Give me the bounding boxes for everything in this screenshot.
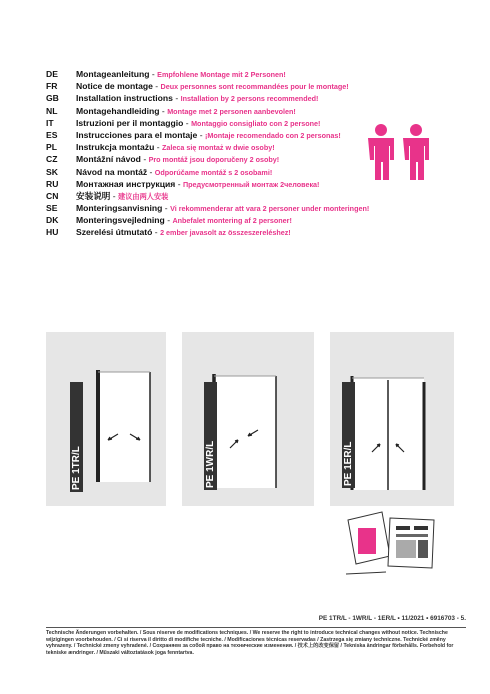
language-row: [46, 178, 416, 190]
two-person-note: Pro montáž jsou doporučeny 2 osoby!: [148, 155, 280, 165]
language-code: ES: [46, 129, 58, 140]
language-row: [46, 190, 416, 202]
instruction-sheet-thumbnail: [344, 510, 438, 580]
language-row: [46, 214, 416, 226]
model-label-2: PE 1WR/L: [205, 440, 216, 488]
model-label-3: PE 1ER/L: [343, 441, 354, 486]
manual-title: Installation instructions: [76, 93, 173, 104]
two-person-note: Odporúčame montáž s 2 osobami!: [154, 167, 273, 177]
two-person-note: Installation by 2 persons recommended!: [180, 94, 319, 104]
separator: -: [152, 81, 161, 92]
language-code: CN: [46, 190, 59, 201]
separator: -: [152, 227, 161, 238]
two-person-note: Montaggio consigliato con 2 persone!: [191, 118, 321, 128]
separator: -: [183, 117, 192, 128]
language-code: NL: [46, 105, 58, 116]
manual-title: Monteringsvejledning: [76, 215, 165, 226]
language-row: [46, 202, 416, 214]
model-panel-2: [182, 332, 314, 506]
divider: [46, 627, 466, 628]
language-code: DK: [46, 215, 59, 226]
manual-title: Návod na montáž: [76, 166, 148, 177]
language-row: [46, 92, 416, 104]
language-row: [46, 105, 416, 117]
two-person-note: Deux personnes sont recommandées pour le montage!: [160, 82, 349, 92]
separator: -: [110, 190, 119, 201]
two-person-note: Предусмотренный монтаж 2человека!: [182, 179, 320, 189]
language-code: SE: [46, 203, 58, 214]
language-code: IT: [46, 117, 54, 128]
language-code: DE: [46, 69, 58, 79]
model-panel-3: [330, 332, 454, 506]
language-code: RU: [46, 178, 59, 189]
manual-title: Istruzioni per il montaggio: [76, 117, 184, 128]
two-person-note: Zaleca się montaż w dwie osoby!: [161, 143, 275, 153]
manual-title: Montagehandleiding: [76, 105, 160, 116]
manual-title: Szerelési útmutató: [76, 227, 153, 238]
language-row: [46, 68, 416, 80]
two-person-note: Anbefalet montering af 2 personer!: [172, 216, 292, 226]
shower-door-diagram-2: [182, 332, 314, 506]
manual-title: Монтажная инструкция: [76, 178, 176, 189]
separator: -: [164, 215, 173, 226]
separator: -: [154, 142, 162, 153]
manual-title: 安装说明: [76, 190, 111, 201]
language-row: [46, 141, 416, 153]
separator: -: [159, 105, 168, 116]
two-person-note: Vi rekommenderar att vara 2 personer under monteringen!: [170, 204, 370, 214]
language-row: [46, 166, 416, 178]
manual-title: Montážní návod: [76, 154, 141, 165]
two-person-note: 2 ember javasolt az összeszereléshez!: [160, 228, 291, 238]
two-person-note: Montage met 2 personen aanbevolen!: [167, 106, 296, 116]
document-reference: PE 1TR/L - 1WR/L - 1ER/L • 11/2021 • 6916703 - 5.: [318, 615, 466, 622]
language-row: [46, 153, 416, 165]
shower-door-diagram-1: [46, 332, 166, 506]
language-code: FR: [46, 81, 58, 92]
manual-title: Notice de montage: [76, 81, 153, 92]
language-row: [46, 129, 416, 141]
separator: -: [175, 178, 183, 189]
language-row: [46, 117, 416, 129]
language-code: SK: [46, 166, 58, 177]
separator: -: [147, 166, 155, 177]
two-person-note: 建议由两人安装: [118, 191, 169, 201]
separator: -: [162, 203, 171, 214]
separator: -: [172, 93, 181, 104]
separator: -: [140, 154, 149, 165]
manual-title: Instrukcja montażu: [76, 142, 155, 153]
model-label-1: PE 1TR/L: [71, 446, 82, 490]
separator: -: [197, 129, 205, 140]
two-persons-icon: [364, 124, 434, 182]
manual-title: Instrucciones para el montaje: [76, 129, 198, 140]
language-row: [46, 80, 416, 92]
language-row: [46, 226, 416, 238]
technical-disclaimer: Technische Änderungen vorbehalten. / Sous réserve de modifications techniques. / We reserve the right to introduce technical changes without notice. Technische wijzigingen voorbehouden. / Ci si riserva il diritto di modifiche tecniche. / Modificaciones técnicas reservadas / Zastrzega się zmiany techniczne. Technické změny vyhrazeny. / Technické zmeny vyhradené. / Сохраняем за собой право на технические изменения. / 技术上的改变保留 / Tekniska ändringar förbehålls. Forbehold for tekniske ændringer. / Műszaki változtatások joga fenntartva.: [46, 630, 454, 656]
model-panel-1: [46, 332, 166, 506]
language-code: CZ: [46, 154, 58, 165]
two-person-note: Empfohlene Montage mit 2 Personen!: [157, 70, 286, 79]
separator: -: [149, 69, 158, 79]
two-person-note: ¡Montaje recomendado con 2 personas!: [204, 130, 341, 140]
language-code: HU: [46, 227, 59, 238]
manual-title: Monteringsanvisning: [76, 203, 163, 214]
language-code: PL: [46, 142, 57, 153]
language-code: GB: [46, 93, 59, 104]
language-list: [46, 68, 416, 239]
manual-title: Montageanleitung: [76, 69, 150, 79]
